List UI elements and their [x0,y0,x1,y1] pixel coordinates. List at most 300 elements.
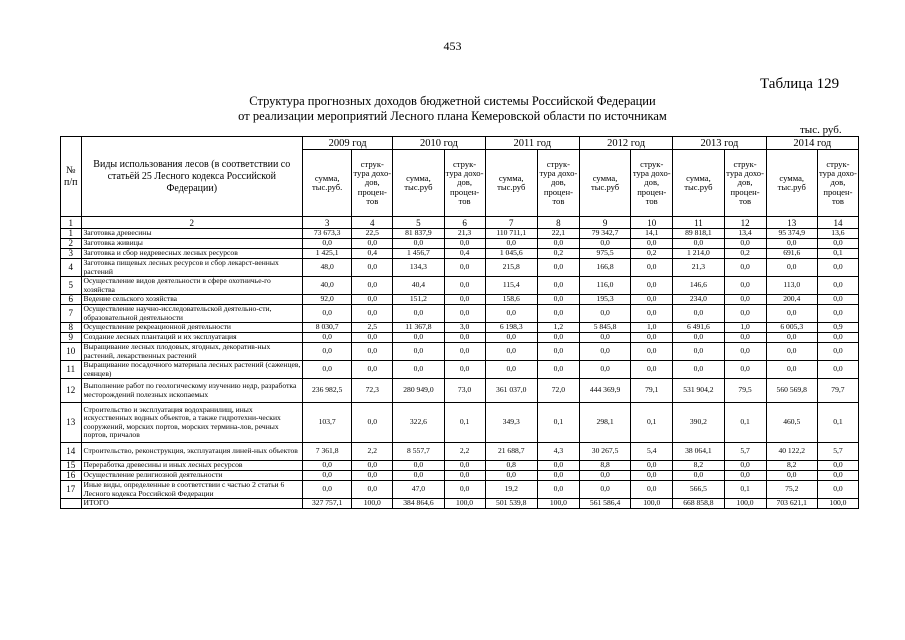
cell-structure: 0,0 [352,461,393,471]
cell-structure: 0,2 [631,249,673,259]
cell-structure: 0,0 [444,361,485,379]
cell-structure: 0,1 [537,403,579,443]
cell-sum: 0,0 [303,343,352,361]
cell-sum: 703 621,1 [766,499,817,509]
cell-sum: 0,0 [673,471,724,481]
header-sum: сумма, тыс.руб [766,150,817,217]
cell-structure: 0,0 [537,361,579,379]
row-name: Выращивание лесных плодовых, ягодных, декоратив-ных растений, лекарственных растений [81,343,303,361]
cell-sum: 0,0 [579,361,630,379]
cell-sum: 6 198,3 [485,323,537,333]
table-row [61,471,859,481]
cell-sum: 38 064,1 [673,443,724,461]
cell-structure: 0,0 [817,343,858,361]
cell-structure: 0,0 [817,481,858,499]
header-structure: струк-тура дохо-дов, процен-тов [537,150,579,217]
cell-sum: 47,0 [393,481,444,499]
cell-structure: 0,0 [352,343,393,361]
table-row [61,277,859,295]
cell-structure: 0,0 [537,305,579,323]
table-row [61,295,859,305]
cell-structure: 0,0 [817,277,858,295]
cell-structure: 0,0 [724,259,766,277]
cell-structure: 1,0 [724,323,766,333]
cell-sum: 0,0 [766,305,817,323]
cell-sum: 151,2 [393,295,444,305]
cell-sum: 0,0 [766,333,817,343]
cell-structure: 1,2 [537,323,579,333]
table-row [61,229,859,239]
cell-sum: 0,0 [393,343,444,361]
cell-structure: 73,0 [444,379,485,403]
cell-structure: 0,0 [444,333,485,343]
cell-structure: 0,0 [631,277,673,295]
cell-structure: 1,0 [631,323,673,333]
cell-sum: 0,0 [766,471,817,481]
table-row [61,481,859,499]
cell-structure: 0,0 [631,239,673,249]
cell-structure: 4,3 [537,443,579,461]
cell-sum: 501 539,8 [485,499,537,509]
row-number: 3 [61,249,82,259]
table-row [61,239,859,249]
cell-structure: 0,0 [444,239,485,249]
cell-sum: 21 688,7 [485,443,537,461]
cell-sum: 0,8 [485,461,537,471]
cell-structure: 0,0 [444,481,485,499]
cell-structure: 0,0 [537,481,579,499]
cell-structure: 0,0 [444,295,485,305]
cell-sum: 0,0 [393,461,444,471]
cell-sum: 0,0 [393,361,444,379]
row-number: 17 [61,481,82,499]
table-row [61,343,859,361]
cell-sum: 1 214,0 [673,249,724,259]
cell-structure: 0,0 [444,277,485,295]
cell-sum: 166,8 [579,259,630,277]
header-structure: струк-тура дохо-дов, процен-тов [352,150,393,217]
header-structure: струк-тура дохо-дов, процен-тов [444,150,485,217]
cell-sum: 75,2 [766,481,817,499]
cell-structure: 0,0 [724,277,766,295]
cell-structure: 13,4 [724,229,766,239]
cell-structure: 0,0 [352,277,393,295]
cell-structure: 0,0 [724,295,766,305]
header-year: 2014 год [766,137,858,150]
column-number: 1 [61,217,82,229]
cell-structure: 0,0 [352,361,393,379]
cell-sum: 0,0 [303,333,352,343]
units-label: тыс. руб. [800,124,842,136]
cell-sum: 0,0 [393,471,444,481]
cell-sum: 195,3 [579,295,630,305]
cell-structure: 0,0 [537,343,579,361]
cell-structure: 0,0 [444,471,485,481]
cell-structure: 72,3 [352,379,393,403]
cell-structure: 0,2 [537,249,579,259]
cell-structure: 0,0 [631,481,673,499]
row-number: 10 [61,343,82,361]
row-number: 15 [61,461,82,471]
cell-structure: 0,0 [352,295,393,305]
cell-structure: 0,0 [724,361,766,379]
cell-structure: 0,0 [631,461,673,471]
cell-sum: 1 045,6 [485,249,537,259]
column-number: 14 [817,217,858,229]
cell-sum: 0,0 [485,239,537,249]
cell-sum: 298,1 [579,403,630,443]
header-sum: сумма, тыс.руб [579,150,630,217]
cell-structure: 13,6 [817,229,858,239]
row-number: 14 [61,443,82,461]
cell-sum: 361 037,0 [485,379,537,403]
cell-sum: 322,6 [393,403,444,443]
row-name: Заготовка и сбор недревесных лесных ресурсов [81,249,303,259]
cell-structure: 0,0 [817,333,858,343]
cell-sum: 0,0 [673,305,724,323]
table-row [61,249,859,259]
cell-structure: 0,0 [631,305,673,323]
cell-structure: 0,0 [724,305,766,323]
column-numbers-row [61,217,859,229]
cell-structure: 0,0 [352,333,393,343]
cell-structure: 0,0 [537,471,579,481]
row-name: Заготовка пищевых лесных ресурсов и сбор лекарст-венных растений [81,259,303,277]
cell-sum: 0,0 [766,361,817,379]
header-no: № п/п [61,137,82,217]
table-label: Таблица 129 [760,76,840,92]
header-structure: струк-тура дохо-дов, процен-тов [817,150,858,217]
cell-sum: 0,0 [579,305,630,323]
header-year: 2013 год [673,137,766,150]
cell-structure: 0,0 [352,471,393,481]
cell-structure: 100,0 [352,499,393,509]
cell-sum: 215,8 [485,259,537,277]
cell-structure: 0,0 [817,471,858,481]
cell-sum: 116,0 [579,277,630,295]
header-sum: сумма, тыс.руб. [303,150,352,217]
column-number: 6 [444,217,485,229]
row-number: 1 [61,229,82,239]
cell-sum: 0,0 [485,361,537,379]
cell-sum: 236 982,5 [303,379,352,403]
cell-sum: 89 818,1 [673,229,724,239]
cell-sum: 113,0 [766,277,817,295]
column-number: 9 [579,217,630,229]
table-title [0,94,905,124]
cell-sum: 73 673,3 [303,229,352,239]
row-number: 7 [61,305,82,323]
cell-structure: 5,7 [817,443,858,461]
row-name: Заготовка живицы [81,239,303,249]
cell-sum: 0,0 [485,333,537,343]
cell-structure: 0,0 [817,305,858,323]
row-number: 2 [61,239,82,249]
row-name: Выращивание посадочного материала лесных растений (саженцев, сеянцев) [81,361,303,379]
cell-structure: 0,1 [817,403,858,443]
column-number: 11 [673,217,724,229]
table-row [61,443,859,461]
header-sum: сумма, тыс.руб [673,150,724,217]
cell-sum: 6 005,3 [766,323,817,333]
cell-sum: 691,6 [766,249,817,259]
row-number: 11 [61,361,82,379]
cell-structure: 0,0 [817,461,858,471]
table-row [61,305,859,323]
cell-sum: 95 374,9 [766,229,817,239]
cell-sum: 0,0 [303,361,352,379]
cell-sum: 0,0 [766,239,817,249]
cell-sum: 48,0 [303,259,352,277]
cell-sum: 0,0 [393,305,444,323]
cell-sum: 103,7 [303,403,352,443]
cell-structure: 0,0 [817,239,858,249]
column-number: 4 [352,217,393,229]
cell-sum: 0,0 [673,343,724,361]
row-name: Создание лесных плантаций и их эксплуатация [81,333,303,343]
cell-structure: 0,9 [817,323,858,333]
cell-sum: 0,0 [303,461,352,471]
cell-structure: 21,3 [444,229,485,239]
column-number: 12 [724,217,766,229]
cell-sum: 561 586,4 [579,499,630,509]
header-year: 2010 год [393,137,485,150]
row-name: Осуществление рекреационной деятельности [81,323,303,333]
table-row [61,333,859,343]
cell-structure: 0,0 [444,461,485,471]
cell-sum: 11 367,8 [393,323,444,333]
cell-structure: 0,0 [444,305,485,323]
cell-sum: 40,4 [393,277,444,295]
cell-sum: 280 949,0 [393,379,444,403]
cell-sum: 8,2 [766,461,817,471]
cell-structure: 0,0 [537,295,579,305]
cell-structure: 0,0 [352,481,393,499]
cell-sum: 0,0 [393,333,444,343]
cell-structure: 0,0 [724,239,766,249]
cell-sum: 0,0 [579,333,630,343]
cell-structure: 0,0 [631,259,673,277]
cell-structure: 0,0 [817,259,858,277]
cell-sum: 79 342,7 [579,229,630,239]
cell-sum: 531 904,2 [673,379,724,403]
cell-structure: 0,2 [724,249,766,259]
cell-structure: 100,0 [817,499,858,509]
cell-sum: 0,0 [673,361,724,379]
cell-sum: 0,0 [673,239,724,249]
cell-sum: 0,0 [303,471,352,481]
cell-sum: 40,0 [303,277,352,295]
cell-sum: 349,3 [485,403,537,443]
row-name: Ведение сельского хозяйства [81,295,303,305]
row-number: 12 [61,379,82,403]
cell-sum: 0,0 [766,343,817,361]
cell-structure: 100,0 [631,499,673,509]
cell-sum: 566,5 [673,481,724,499]
cell-sum: 0,0 [485,305,537,323]
cell-sum: 0,0 [303,239,352,249]
cell-structure: 0,0 [352,305,393,323]
cell-sum: 40 122,2 [766,443,817,461]
row-name: Выполнение работ по геологическому изучению недр, разработка месторождений полезных ископаемых [81,379,303,403]
header-year: 2011 год [485,137,579,150]
cell-structure: 22,1 [537,229,579,239]
column-number: 3 [303,217,352,229]
cell-sum: 92,0 [303,295,352,305]
cell-structure: 5,4 [631,443,673,461]
row-number: 5 [61,277,82,295]
cell-sum: 5 845,8 [579,323,630,333]
cell-sum: 384 864,6 [393,499,444,509]
column-number: 2 [81,217,303,229]
cell-structure: 100,0 [444,499,485,509]
cell-sum: 390,2 [673,403,724,443]
cell-sum: 30 267,5 [579,443,630,461]
cell-structure: 0,0 [724,461,766,471]
cell-structure: 0,0 [817,361,858,379]
cell-structure: 72,0 [537,379,579,403]
cell-structure: 0,1 [724,481,766,499]
cell-structure: 2,2 [352,443,393,461]
cell-structure: 2,2 [444,443,485,461]
cell-sum: 110 711,1 [485,229,537,239]
cell-structure: 0,0 [631,361,673,379]
table-row [61,323,859,333]
row-number [61,499,82,509]
table-row [61,361,859,379]
header-sum: сумма, тыс.руб [485,150,537,217]
cell-structure: 0,0 [537,277,579,295]
cell-sum: 158,6 [485,295,537,305]
cell-structure: 0,4 [444,249,485,259]
cell-sum: 444 369,9 [579,379,630,403]
header-structure: струк-тура дохо-дов, процен-тов [631,150,673,217]
header-year: 2012 год [579,137,672,150]
row-name: Строительство, реконструкция, эксплуатация линей-ных объектов [81,443,303,461]
cell-structure: 2,5 [352,323,393,333]
cell-sum: 0,0 [303,481,352,499]
row-name: Осуществление научно-исследовательской деятельно-сти, образовательной деятельности [81,305,303,323]
table-row [61,379,859,403]
column-number: 8 [537,217,579,229]
cell-sum: 81 837,9 [393,229,444,239]
cell-structure: 0,0 [631,343,673,361]
cell-structure: 100,0 [537,499,579,509]
cell-structure: 0,0 [352,239,393,249]
cell-sum: 0,0 [673,333,724,343]
cell-sum: 0,0 [303,305,352,323]
cell-sum: 0,0 [579,471,630,481]
cell-structure: 79,1 [631,379,673,403]
cell-structure: 79,5 [724,379,766,403]
cell-sum: 21,3 [673,259,724,277]
cell-sum: 19,2 [485,481,537,499]
cell-structure: 0,0 [724,343,766,361]
cell-structure: 22,5 [352,229,393,239]
cell-sum: 327 757,1 [303,499,352,509]
row-number: 8 [61,323,82,333]
cell-sum: 0,0 [485,343,537,361]
row-number: 4 [61,259,82,277]
total-row [61,499,859,509]
column-number: 7 [485,217,537,229]
cell-structure: 79,7 [817,379,858,403]
table-row [61,461,859,471]
cell-structure: 0,0 [537,239,579,249]
cell-sum: 146,6 [673,277,724,295]
cell-structure: 0,1 [444,403,485,443]
cell-sum: 8 557,7 [393,443,444,461]
cell-sum: 0,0 [393,239,444,249]
cell-sum: 8,2 [673,461,724,471]
cell-structure: 0,1 [817,249,858,259]
cell-structure: 100,0 [724,499,766,509]
cell-sum: 1 456,7 [393,249,444,259]
cell-structure: 0,0 [444,343,485,361]
cell-sum: 7 361,8 [303,443,352,461]
table-row [61,259,859,277]
cell-structure: 0,0 [352,259,393,277]
cell-sum: 8,8 [579,461,630,471]
cell-sum: 0,0 [579,343,630,361]
cell-sum: 560 569,8 [766,379,817,403]
cell-sum: 234,0 [673,295,724,305]
title-line-1: Структура прогнозных доходов бюджетной системы Российской Федерации [249,94,656,108]
cell-sum: 0,0 [579,239,630,249]
cell-structure: 0,0 [817,295,858,305]
cell-structure: 0,0 [631,471,673,481]
cell-structure: 14,1 [631,229,673,239]
table-row [61,403,859,443]
cell-structure: 0,0 [724,333,766,343]
cell-sum: 668 858,8 [673,499,724,509]
cell-sum: 200,4 [766,295,817,305]
cell-sum: 975,5 [579,249,630,259]
cell-sum: 0,0 [579,481,630,499]
row-number: 6 [61,295,82,305]
row-name: Заготовка древесины [81,229,303,239]
cell-sum: 0,0 [766,259,817,277]
cell-structure: 5,7 [724,443,766,461]
cell-structure: 3,0 [444,323,485,333]
cell-sum: 115,4 [485,277,537,295]
cell-structure: 0,0 [352,403,393,443]
row-name: Строительство и эксплуатация водохранилищ, иных искусственных водных объектов, а также гидротехни-ческих сооружений, морских портов, морских термина-лов, речных портов, причалов [81,403,303,443]
cell-structure: 0,4 [352,249,393,259]
row-number: 13 [61,403,82,443]
cell-structure: 0,0 [537,259,579,277]
row-number: 9 [61,333,82,343]
cell-structure: 0,0 [537,333,579,343]
cell-structure: 0,1 [724,403,766,443]
page-number: 453 [443,39,462,53]
cell-structure: 0,1 [631,403,673,443]
row-name: Осуществление видов деятельности в сфере охотничье-го хозяйства [81,277,303,295]
header-kind: Виды использования лесов (в соответствии со статьёй 25 Лесного кодекса Российской Федерации) [81,137,303,217]
cell-sum: 6 491,6 [673,323,724,333]
cell-structure: 0,0 [537,461,579,471]
column-number: 10 [631,217,673,229]
row-name: Переработка древесины и иных лесных ресурсов [81,461,303,471]
column-number: 5 [393,217,444,229]
header-sum: сумма, тыс.руб [393,150,444,217]
cell-sum: 8 030,7 [303,323,352,333]
cell-sum: 1 425,1 [303,249,352,259]
cell-structure: 0,0 [631,295,673,305]
cell-structure: 0,0 [724,471,766,481]
column-number: 13 [766,217,817,229]
title-line-2: от реализации мероприятий Лесного плана Кемеровской области по источникам [238,109,667,123]
